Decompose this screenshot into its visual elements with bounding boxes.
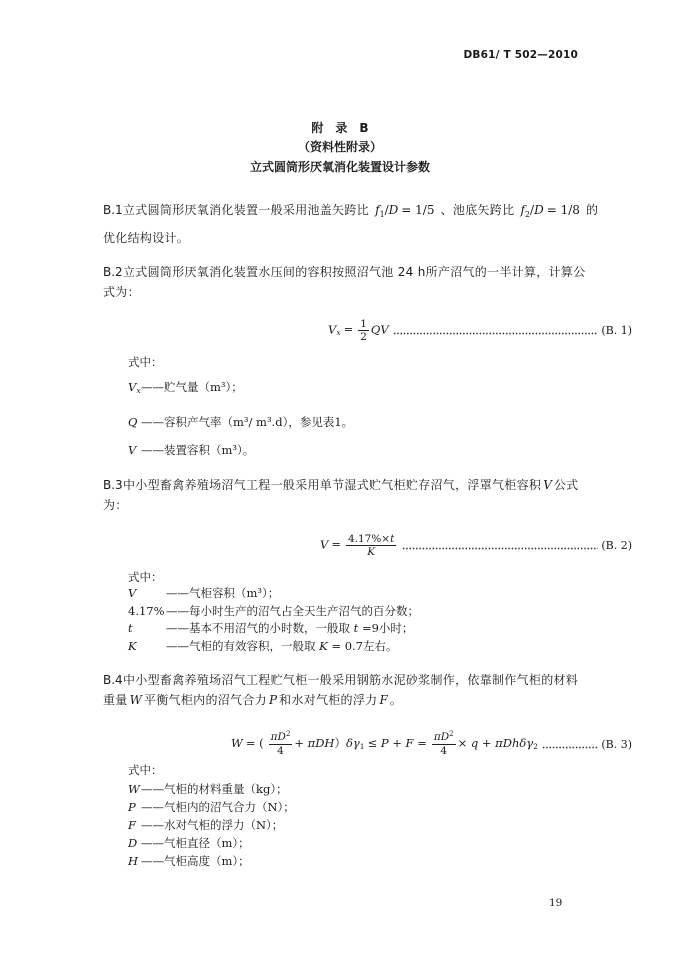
appendix-nature: （资料性附录） <box>297 140 382 154</box>
fraction-numerator <box>432 731 456 744</box>
fraction-area <box>269 731 293 757</box>
symbol-var: V <box>128 380 137 394</box>
equation-b3 <box>103 726 632 762</box>
clause-b2-line1 <box>103 264 593 280</box>
eq-equals: = <box>343 322 354 336</box>
eq-subscript: 2 <box>533 742 538 752</box>
fraction-numerator <box>346 533 396 545</box>
fraction-numerator <box>269 731 293 744</box>
clause-b4-line1 <box>103 672 593 688</box>
fraction-numerator: 1 <box>360 317 367 330</box>
inline-variable: F <box>379 693 388 707</box>
ratio-var: f <box>375 203 380 217</box>
definition-symbol: D <box>128 836 138 850</box>
definition-symbol: K <box>128 639 137 653</box>
eq-term: + πDH <box>294 736 335 750</box>
numerator-coefficient: 4.17%× <box>347 532 391 545</box>
numerator-superscript: 2 <box>449 730 454 739</box>
ratio-var: f <box>520 203 525 217</box>
definition-text: ——气柜的材料重量（kg）； <box>141 782 288 796</box>
clause-number-b3: B.3 <box>103 478 123 492</box>
where-label: 式中： <box>128 355 163 369</box>
definition-symbol: 4.17% <box>128 604 165 618</box>
clause-b4-text: 重量 <box>103 693 128 707</box>
fraction-denominator: 4 <box>269 744 293 757</box>
eq-relation: ≤ P + F = <box>367 736 427 750</box>
fraction-denominator: 4 <box>432 744 456 757</box>
inline-variable: V <box>543 478 552 492</box>
definition-row <box>128 379 588 397</box>
definition-text: ——贮气量（m³）； <box>141 380 243 394</box>
clause-number-b4: B.4 <box>103 673 123 687</box>
bottom-ratio <box>521 203 580 217</box>
ratio-value: = 1/8 <box>546 203 580 217</box>
clause-b4-line2 <box>103 692 593 708</box>
definition-row <box>128 853 588 869</box>
definition-symbol: H <box>128 854 139 868</box>
definition-symbol: V <box>128 443 137 457</box>
definition-text: ——气柜的有效容积，一般取 <box>166 639 316 653</box>
definition-symbol: Q <box>128 415 138 429</box>
definition-symbol <box>128 379 141 397</box>
fraction-half <box>358 318 369 343</box>
eq-term: δγ <box>345 736 360 750</box>
definition-symbol: V <box>128 586 137 600</box>
eq-subscript: x <box>336 328 341 338</box>
clause-b2-line2: 式为： <box>103 285 140 299</box>
dot-leader <box>542 746 598 749</box>
eq-equals: = <box>331 537 341 551</box>
document-code: DB61/ T 502—2010 <box>463 49 578 61</box>
dot-leader <box>402 547 598 550</box>
definition-text: ——基本不用沼气的小时数，一般取 <box>166 621 350 635</box>
definition-text: ——气柜高度（m）； <box>141 854 250 868</box>
clause-b1-line2: 优化结构设计。 <box>103 231 190 245</box>
equation-number: (B. 3) <box>601 737 632 751</box>
definition-text: ——容积产气率（m³/ m³.d），参见表1。 <box>141 415 354 429</box>
ratio-slash: / <box>530 203 535 217</box>
clause-b3-text: 中小型畜禽养殖场沼气工程一般采用单节湿式贮气柜贮存沼气，浮罩气柜容积 <box>123 478 542 492</box>
definition-row <box>128 638 588 654</box>
definition-row <box>128 799 588 815</box>
eq-equals: = ( <box>245 736 264 750</box>
definition-text-end: = 0.7左右。 <box>331 639 398 653</box>
definition-symbol: F <box>128 818 136 832</box>
clause-b1-text: 立式圆筒形厌氧消化装置一般采用池盖矢跨比 <box>123 203 370 217</box>
clause-b3-line1 <box>103 477 593 493</box>
ratio-denominator: D <box>388 203 399 217</box>
eq-variable: V <box>320 537 329 551</box>
equation-b3-formula <box>231 731 538 757</box>
definition-row <box>128 442 588 458</box>
clause-b4-text: 平衡气柜内的沼气合力 <box>143 693 267 707</box>
ratio-denominator: D <box>534 203 544 217</box>
dot-leader <box>393 332 599 335</box>
equation-number: (B. 1) <box>601 323 632 337</box>
equation-b1 <box>103 312 632 348</box>
definition-text: ——每小时生产的沼气占全天生产沼气的百分数； <box>166 604 419 618</box>
clause-b3-text-end: 公式 <box>553 478 579 492</box>
definition-row <box>128 585 588 601</box>
definition-symbol: W <box>128 782 140 796</box>
fraction-volume <box>346 533 396 558</box>
numerator-term: πD <box>270 731 286 743</box>
appendix-title: 立式圆筒形厌氧消化装置设计参数 <box>249 160 430 174</box>
eq-variable: V <box>328 322 337 336</box>
equation-b2 <box>103 527 632 563</box>
ratio-slash: / <box>384 203 389 217</box>
eq-term: QV <box>370 322 389 336</box>
inline-variable: K <box>319 639 328 653</box>
crown-ratio <box>375 203 434 217</box>
definition-text-end: =9小时； <box>361 621 414 635</box>
definition-text: ——气柜直径（m）； <box>141 836 250 850</box>
eq-close-paren: ） <box>334 736 346 750</box>
definition-row <box>128 817 588 833</box>
ratio-subscript: 1 <box>379 209 385 219</box>
eq-subscript: 1 <box>359 742 365 752</box>
inline-variable: W <box>129 693 142 707</box>
clause-b3-line2: 为： <box>103 498 128 512</box>
definition-symbol: t <box>128 621 133 635</box>
definition-row <box>128 781 588 797</box>
definition-text: ——水对气柜的浮力（N）； <box>141 818 284 832</box>
clause-b1-text-mid: 、池底矢跨比 <box>440 203 515 217</box>
numerator-superscript: 2 <box>285 730 291 739</box>
equation-b1-formula <box>328 318 389 343</box>
ratio-subscript: 2 <box>525 209 531 219</box>
clause-b4-text: 和水对气柜的浮力 <box>279 693 378 707</box>
appendix-heading: 附 录 B <box>311 121 369 135</box>
clause-number-b2: B.2 <box>103 265 123 279</box>
definition-text: ——气柜内的沼气合力（N）； <box>141 800 295 814</box>
equation-b2-formula <box>320 533 398 558</box>
numerator-variable: t <box>390 532 395 545</box>
definition-row <box>128 603 588 619</box>
fraction-denominator: K <box>346 545 396 558</box>
symbol-subscript: x <box>136 386 141 396</box>
inline-variable: t <box>353 621 359 635</box>
equation-number: (B. 2) <box>601 538 632 552</box>
definition-row <box>128 835 588 851</box>
page-number: 19 <box>549 897 563 909</box>
where-label: 式中： <box>128 763 163 777</box>
eq-term: × q + πDhδγ <box>457 736 534 750</box>
clause-b2-text: 立式圆筒形厌氧消化装置水压间的容积按照沼气池 24 h所产沼气的一半计算，计算公 <box>123 265 586 279</box>
clause-b4-text: 。 <box>389 693 403 707</box>
definition-row <box>128 414 588 430</box>
clause-number-b1: B.1 <box>103 203 123 217</box>
definition-text: ——气柜容积（m³）； <box>166 586 280 600</box>
clause-b1-line1 <box>103 202 599 220</box>
definition-row <box>128 620 588 636</box>
clause-b1-text-end: 的 <box>586 203 599 217</box>
inline-variable: P <box>268 693 278 707</box>
definition-text: ——装置容积（m³）。 <box>141 443 255 457</box>
ratio-value: = 1/5 <box>401 203 435 217</box>
eq-variable: W <box>231 736 243 750</box>
fraction-area <box>432 731 456 757</box>
where-label: 式中： <box>128 570 163 584</box>
definition-symbol: P <box>128 800 136 814</box>
clause-b4-text: 中小型畜禽养殖场沼气工程贮气柜一般采用钢筋水泥砂浆制作，依靠制作气柜的材料 <box>123 673 579 687</box>
numerator-term: πD <box>433 731 450 743</box>
fraction-denominator: 2 <box>360 330 367 343</box>
